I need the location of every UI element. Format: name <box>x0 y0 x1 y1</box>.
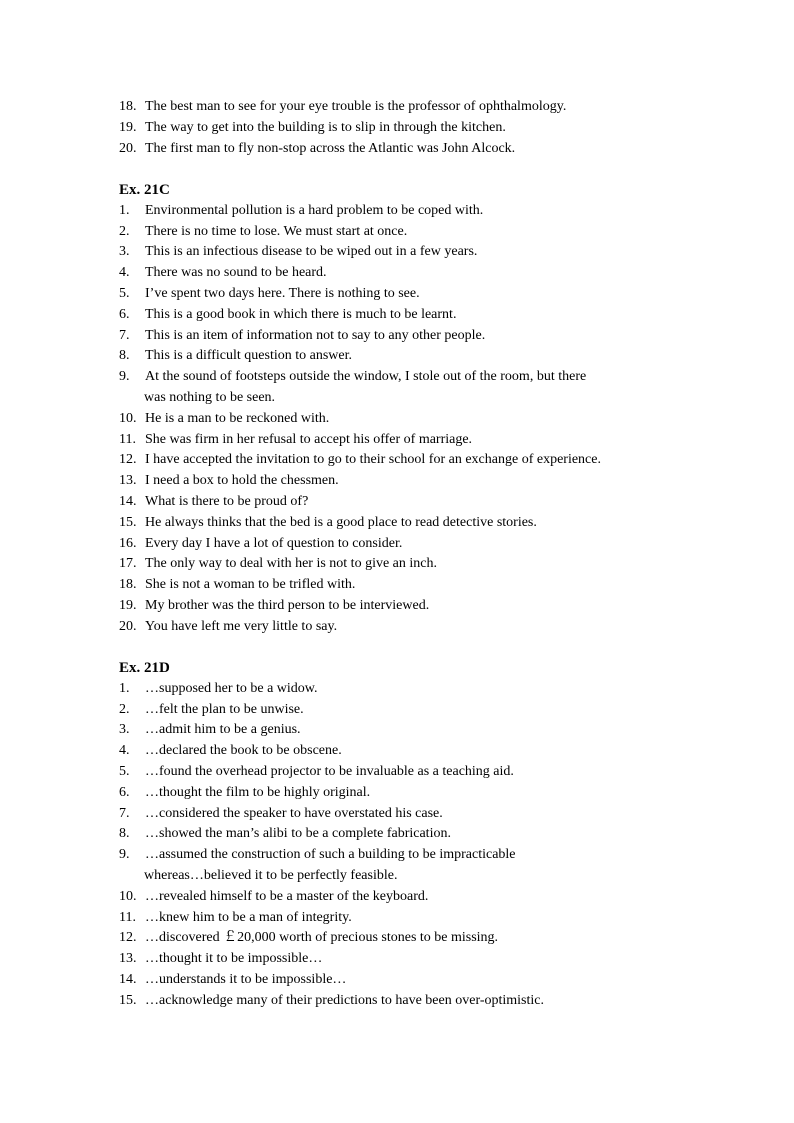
item-text: This is a good book in which there is much to be learnt. <box>145 306 457 322</box>
list-item <box>119 554 719 575</box>
item-number: 6. <box>119 784 130 800</box>
item-text: …found the overhead projector to be invaluable as a teaching aid. <box>145 763 514 779</box>
item-number: 2. <box>119 223 130 239</box>
list-item <box>119 326 719 347</box>
item-number: 11. <box>119 909 136 925</box>
list-item <box>119 222 719 243</box>
item-text: You have left me very little to say. <box>145 618 338 634</box>
item-number: 4. <box>119 265 130 281</box>
item-number: 3. <box>119 244 130 260</box>
exercise-21d-section <box>119 658 719 1012</box>
item-text: I’ve spent two days here. There is nothing to see. <box>145 285 420 301</box>
item-number: 20. <box>119 618 137 634</box>
item-text: …understands it to be impossible… <box>145 971 347 987</box>
item-text: …admit him to be a genius. <box>145 722 301 738</box>
item-number: 4. <box>119 743 130 759</box>
item-number: 19. <box>119 119 137 135</box>
list-item <box>119 534 719 555</box>
item-text: She was firm in her refusal to accept his offer of marriage. <box>145 431 473 447</box>
exercise-21d-heading: Ex. 21D <box>119 660 170 676</box>
list-item-continuation: whereas…believed it to be perfectly feasible. <box>144 867 398 883</box>
list-item <box>119 430 719 451</box>
list-item <box>119 970 719 991</box>
item-text: Every day I have a lot of question to consider. <box>145 535 403 551</box>
list-item <box>119 949 719 970</box>
item-number: 11. <box>119 431 136 447</box>
list-item <box>119 409 719 430</box>
item-text: I need a box to hold the chessmen. <box>145 473 339 489</box>
item-number: 9. <box>119 369 130 385</box>
exercise-21c-section <box>119 180 719 638</box>
item-number: 9. <box>119 847 130 863</box>
item-text: She is not a woman to be trifled with. <box>145 577 356 593</box>
list-item <box>119 596 719 617</box>
item-text: …considered the speaker to have overstated his case. <box>145 805 443 821</box>
item-number: 1. <box>119 202 130 218</box>
list-item <box>119 991 719 1012</box>
list-item <box>119 492 719 513</box>
list-item <box>119 783 719 804</box>
item-number: 18. <box>119 99 137 114</box>
list-item <box>119 263 719 284</box>
item-text: Environmental pollution is a hard problem to be coped with. <box>145 202 484 218</box>
item-text: At the sound of footsteps outside the window, I stole out of the room, but there <box>145 369 587 385</box>
item-number: 8. <box>119 826 130 842</box>
list-item <box>119 700 719 721</box>
exercise-21c-heading: Ex. 21C <box>119 182 170 198</box>
list-item <box>119 450 719 471</box>
item-text: The way to get into the building is to slip in through the kitchen. <box>145 119 506 135</box>
item-number: 5. <box>119 763 130 779</box>
item-number: 13. <box>119 473 137 489</box>
item-number: 14. <box>119 493 137 509</box>
item-text: …thought the film to be highly original. <box>145 784 371 800</box>
list-item <box>119 471 719 492</box>
item-number: 7. <box>119 327 130 343</box>
item-number: 15. <box>119 514 137 530</box>
item-text: …felt the plan to be unwise. <box>145 701 304 717</box>
item-number: 19. <box>119 597 137 613</box>
item-text: The first man to fly non-stop across the Atlantic was John Alcock. <box>145 140 516 156</box>
item-number: 6. <box>119 306 130 322</box>
list-item <box>119 824 719 845</box>
item-number: 16. <box>119 535 137 551</box>
item-number: 20. <box>119 140 137 156</box>
item-text: …discovered ￡20,000 worth of precious stones to be missing. <box>145 930 499 946</box>
item-text: This is a difficult question to answer. <box>145 348 352 364</box>
list-item <box>119 741 719 762</box>
list-item <box>119 284 719 305</box>
list-item <box>119 367 719 388</box>
list-item <box>119 305 719 326</box>
list-item <box>119 242 719 263</box>
list-item <box>119 762 719 783</box>
item-number: 12. <box>119 930 137 946</box>
list-item <box>119 804 719 825</box>
list-item <box>119 887 719 908</box>
list-item <box>119 513 719 534</box>
item-number: 10. <box>119 410 137 426</box>
list-item <box>119 617 719 638</box>
item-text: …supposed her to be a widow. <box>145 680 318 696</box>
list-item <box>119 575 719 596</box>
item-text: …acknowledge many of their predictions to have been over-optimistic. <box>145 992 544 1008</box>
item-text: The only way to deal with her is not to give an inch. <box>145 556 437 572</box>
item-text: I have accepted the invitation to go to their school for an exchange of experience. <box>145 452 601 468</box>
item-number: 10. <box>119 888 137 904</box>
item-text: …revealed himself to be a master of the keyboard. <box>145 888 429 904</box>
item-text: …assumed the construction of such a building to be impracticable <box>145 847 516 863</box>
item-text: This is an infectious disease to be wiped out in a few years. <box>145 244 478 260</box>
list-item <box>119 201 719 222</box>
item-text: What is there to be proud of? <box>145 493 309 509</box>
list-item <box>119 908 719 929</box>
list-item <box>119 845 719 866</box>
item-number: 5. <box>119 285 130 301</box>
list-item-continuation: was nothing to be seen. <box>144 389 276 405</box>
item-number: 13. <box>119 951 137 967</box>
list-item <box>119 118 719 139</box>
list-item <box>119 928 719 949</box>
item-text: There was no sound to be heard. <box>145 265 327 281</box>
item-number: 17. <box>119 556 137 572</box>
item-number: 3. <box>119 722 130 738</box>
item-text: …showed the man’s alibi to be a complete fabrication. <box>145 826 451 842</box>
item-number: 18. <box>119 577 137 593</box>
item-text: …thought it to be impossible… <box>145 951 323 967</box>
item-text: He always thinks that the bed is a good place to read detective stories. <box>145 514 537 530</box>
item-text: …declared the book to be obscene. <box>145 743 342 759</box>
list-item <box>119 139 719 160</box>
item-number: 12. <box>119 452 137 468</box>
item-text: The best man to see for your eye trouble is the professor of ophthalmology. <box>145 99 567 114</box>
item-number: 7. <box>119 805 130 821</box>
item-number: 15. <box>119 992 137 1008</box>
item-number: 14. <box>119 971 137 987</box>
item-number: 8. <box>119 348 130 364</box>
item-text: …knew him to be a man of integrity. <box>145 909 352 925</box>
item-number: 2. <box>119 701 130 717</box>
item-text: He is a man to be reckoned with. <box>145 410 330 426</box>
list-item <box>119 679 719 700</box>
item-text: My brother was the third person to be interviewed. <box>145 597 430 613</box>
item-number: 1. <box>119 680 130 696</box>
list-item <box>119 97 719 118</box>
item-text: This is an item of information not to say to any other people. <box>145 327 486 343</box>
item-text: There is no time to lose. We must start at once. <box>145 223 408 239</box>
list-item <box>119 346 719 367</box>
previous-exercise-items <box>119 97 719 159</box>
list-item <box>119 720 719 741</box>
